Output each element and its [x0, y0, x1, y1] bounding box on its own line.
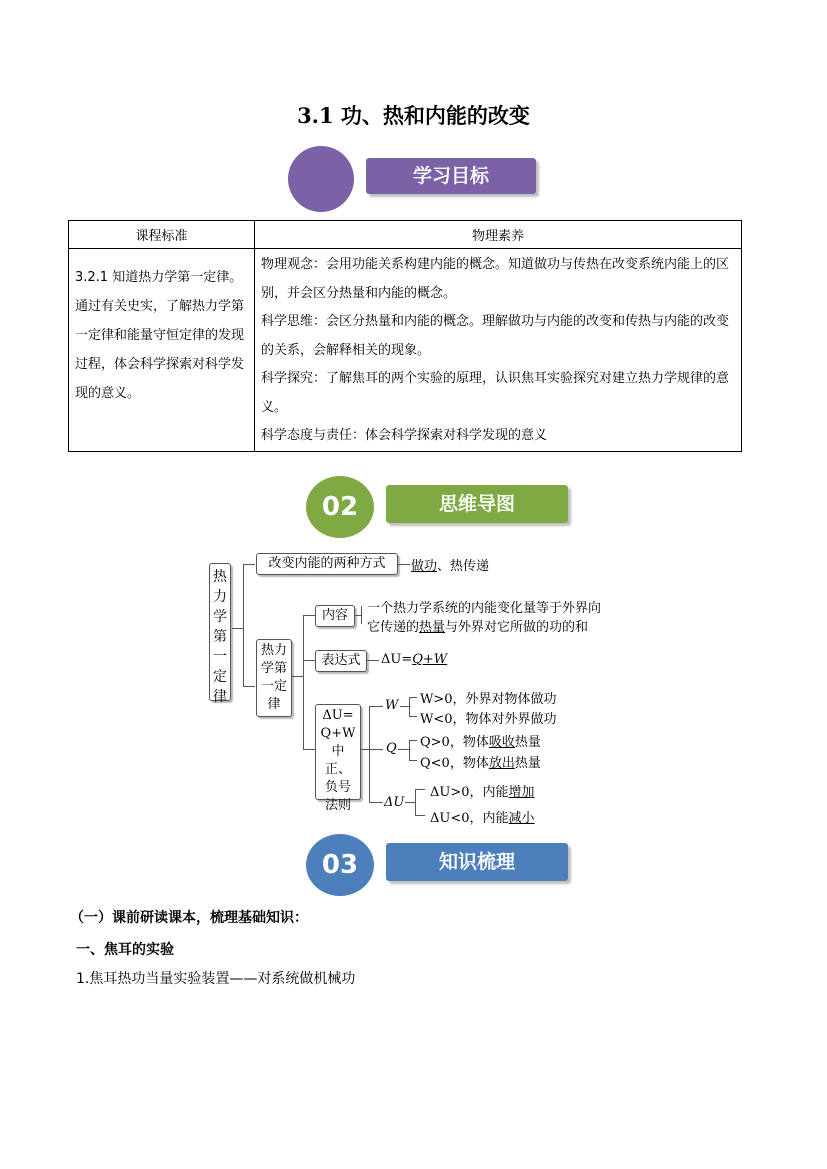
banner-label: 学习目标	[366, 158, 536, 194]
mm-content-line2	[367, 616, 588, 635]
mm-content-box	[315, 605, 355, 627]
page-title: 3.1 功、热和内能的改变	[297, 103, 530, 128]
col-header-literacy: 物理素养	[255, 221, 742, 249]
mm-expr-label: 表达式	[321, 653, 361, 668]
mm-content-line1: 一个热力学系统的内能变化量等于外界向	[367, 601, 602, 616]
mm-q2-b: 放出	[488, 756, 515, 771]
mm-du-label: ΔU	[384, 795, 405, 810]
mm-ways-answer	[411, 555, 489, 574]
mm-q2-a: Q<0，物体	[420, 756, 489, 771]
banner-mind-map	[306, 474, 570, 538]
literacy-item: 科学探究：了解焦耳的两个实验的原理，认识焦耳实验探究对建立热力学规律的意义。	[261, 371, 730, 415]
literacy-item: 科学思维：会区分热量和内能的概念。理解做功与内能的改变和传热与内能的改变的关系，会解释相关的现象。	[261, 314, 730, 358]
mm-content-2c: 与外界对它所做的功的和	[445, 620, 589, 635]
mm-content-label: 内容	[321, 608, 348, 623]
mm-w-label: W	[385, 698, 399, 713]
mm-expr-formula	[381, 652, 447, 667]
connector	[292, 676, 303, 677]
banner-label: 思维导图	[386, 485, 568, 523]
connector	[369, 706, 370, 803]
connector	[243, 686, 255, 687]
connector	[361, 749, 369, 750]
mm-root-box	[209, 563, 231, 705]
mm-q1-c: 热量	[514, 735, 541, 750]
banner-number: 02	[321, 492, 359, 522]
connector	[243, 564, 244, 687]
connector	[409, 697, 417, 698]
literacy-item: 物理观念：会用功能关系构建内能的概念。知道做功与传热在改变系统内能上的区别，并会区分热量和内能的概念。	[261, 257, 730, 301]
connector	[303, 615, 315, 616]
mm-q1-a: Q>0，物体	[420, 735, 489, 750]
goals-table	[68, 220, 742, 452]
mm-expr-a: ΔU=	[381, 652, 413, 667]
connector	[303, 615, 304, 750]
mm-du2-b: 减小	[508, 811, 535, 826]
section-heading: （一）课前研读课本，梳理基础知识：	[70, 910, 308, 926]
connector	[369, 706, 383, 707]
mm-q1	[420, 731, 541, 750]
mm-w1: W>0，外界对物体做功	[420, 692, 557, 707]
mm-du1-a: ΔU>0，内能	[430, 785, 509, 800]
mm-expr-b: Q+W	[412, 652, 448, 667]
literacy-cell	[255, 249, 742, 452]
connector	[409, 760, 417, 761]
mm-law-box	[256, 639, 292, 717]
connector	[415, 789, 425, 790]
mm-du1-b: 增加	[508, 785, 535, 800]
mm-q2	[420, 752, 541, 771]
mm-expr-box	[315, 650, 367, 672]
mm-root-label: 热力学第一定律	[213, 569, 227, 705]
mm-content-2b: 热量	[419, 620, 446, 635]
connector	[303, 749, 315, 750]
mm-ways-label: 改变内能的两种方式	[268, 556, 386, 571]
mm-du2-a: ΔU<0，内能	[430, 811, 509, 826]
standard-cell: 3.2.1 知道热力学第一定律。通过有关史实，了解热力学第一定律和能量守恒定律的发现过程，体会科学探索对科学发现的意义。	[69, 249, 255, 452]
connector	[409, 716, 417, 717]
mm-sign-box	[315, 704, 361, 813]
connector	[409, 697, 410, 716]
banner-label: 知识梳理	[386, 843, 568, 881]
connector	[369, 749, 383, 750]
subsection-heading: 一、焦耳的实验	[76, 942, 174, 958]
banner-knowledge	[306, 832, 570, 896]
mm-q-label: Q	[386, 741, 397, 756]
mm-ways-a: 做功	[411, 559, 438, 574]
connector	[415, 789, 416, 815]
connector	[303, 660, 315, 661]
connector	[361, 606, 362, 624]
banner-learning-goals	[288, 146, 540, 214]
connector	[415, 815, 425, 816]
connector	[369, 802, 383, 803]
connector	[409, 740, 417, 741]
connector	[405, 802, 415, 803]
connector	[243, 564, 255, 565]
banner-number: 03	[321, 850, 359, 880]
connector	[409, 740, 410, 760]
connector	[398, 564, 410, 565]
col-header-standard: 课程标准	[69, 221, 255, 249]
mm-q2-c: 热量	[514, 756, 541, 771]
mm-ways-box	[256, 553, 398, 575]
mm-q1-b: 吸收	[488, 735, 515, 750]
item-text: 1.焦耳热功当量实验装置——对系统做机械功	[76, 971, 356, 987]
connector	[367, 660, 379, 661]
banner-circle	[288, 146, 354, 212]
mm-ways-sep: 、热传递	[437, 559, 490, 574]
mm-du1	[430, 781, 535, 800]
mm-w2: W<0，物体对外界做功	[420, 712, 557, 727]
mm-law-label: 热力学第一定律	[260, 643, 287, 712]
connector	[398, 749, 409, 750]
mm-du2	[430, 807, 535, 826]
mm-content-2a: 它传递的	[367, 620, 420, 635]
mm-sign-label: ΔU=Q+W中正、负号法则	[320, 708, 356, 813]
literacy-item: 科学态度与责任：体会科学探索对科学发现的意义	[261, 428, 548, 443]
connector	[232, 628, 243, 629]
connector	[400, 706, 409, 707]
